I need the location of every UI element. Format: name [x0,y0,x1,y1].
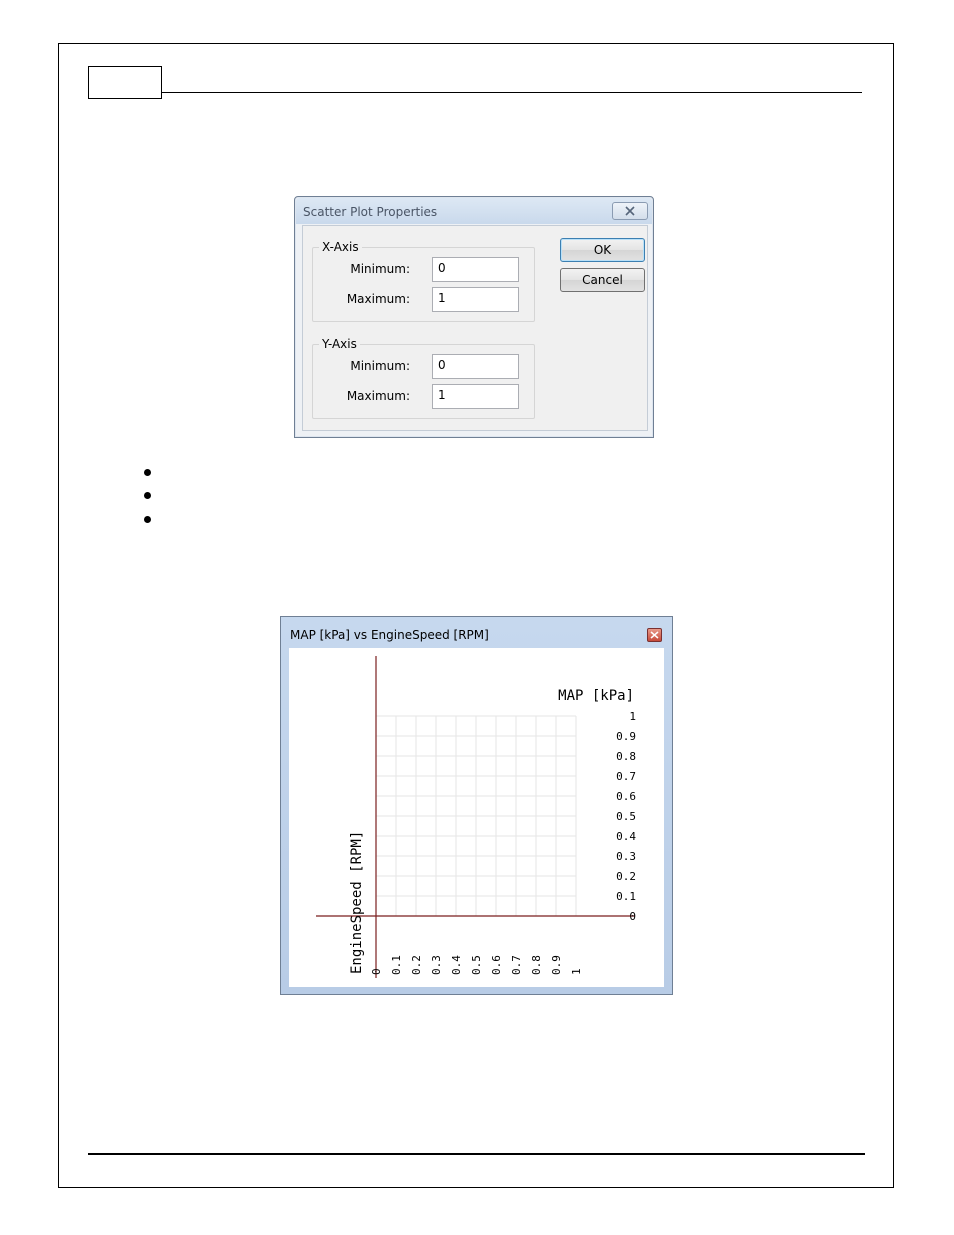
close-icon [624,206,636,216]
scatter-chart [289,648,664,987]
x-max-input[interactable]: 1 [432,287,519,312]
x-tick-label: 0.3 [430,955,443,975]
y-tick-label: 0.4 [616,830,636,843]
dialog-close-button[interactable] [612,202,648,220]
dialog-body [302,225,648,431]
y-tick-label: 0.3 [616,850,636,863]
x-axis-legend: X-Axis [319,240,362,254]
x-tick-label: 0.4 [450,955,463,975]
y-tick-label: 0.5 [616,810,636,823]
scatter-close-button[interactable] [647,628,662,642]
bullet-point [144,492,151,499]
y-tick-label: 0 [629,910,636,923]
y-tick-label: 0.9 [616,730,636,743]
bullet-point [144,469,151,476]
y-axis-legend: Y-Axis [319,337,360,351]
header-rule [162,92,862,93]
dialog-title: Scatter Plot Properties [303,205,438,219]
footer-rule [88,1153,865,1155]
x-max-label: Maximum: [346,292,410,306]
y-tick-label: 0.1 [616,890,636,903]
y-max-input[interactable]: 1 [432,384,519,409]
x-tick-label: 0.5 [470,955,483,975]
y-max-label: Maximum: [346,389,410,403]
x-tick-label: 0.6 [490,955,503,975]
ok-button[interactable]: OK [560,238,645,262]
y-axis-title: MAP [kPa] [558,688,634,704]
y-tick-label: 0.2 [616,870,636,883]
close-icon [650,631,659,639]
scatter-window-title: MAP [kPa] vs EngineSpeed [RPM] [290,628,489,642]
x-min-label: Minimum: [350,262,410,276]
x-tick-label: 0.9 [550,955,563,975]
scatter-plot-window [280,616,673,995]
y-axis-group [312,337,535,419]
y-tick-label: 0.7 [616,770,636,783]
x-axis-group [312,240,535,322]
x-tick-label: 1 [570,968,583,975]
cancel-button[interactable]: Cancel [560,268,645,292]
x-tick-label: 0.1 [390,955,403,975]
y-min-label: Minimum: [350,359,410,373]
y-tick-label: 1 [629,710,636,723]
x-tick-label: 0 [370,968,383,975]
x-tick-label: 0.8 [530,955,543,975]
x-tick-label: 0.2 [410,955,423,975]
dialog-titlebar [296,198,652,224]
bullet-point [144,516,151,523]
x-tick-label: 0.7 [510,955,523,975]
y-tick-label: 0.6 [616,790,636,803]
y-min-input[interactable]: 0 [432,354,519,379]
scatter-plot-canvas[interactable] [289,648,664,987]
y-tick-label: 0.8 [616,750,636,763]
x-axis-title: EngineSpeed [RPM] [349,830,365,974]
x-min-input[interactable]: 0 [432,257,519,282]
page-number-box [88,66,162,99]
scatter-plot-properties-dialog [294,196,654,438]
